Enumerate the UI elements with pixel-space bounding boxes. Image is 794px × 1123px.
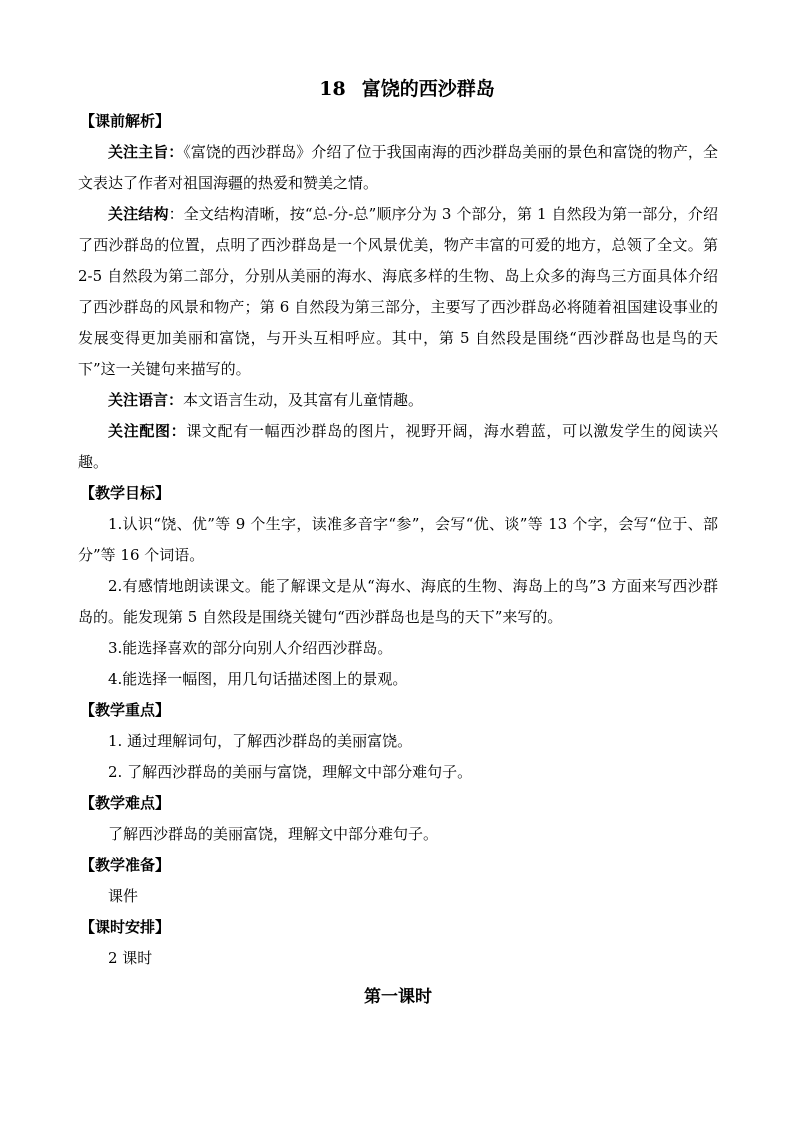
analysis-language-paragraph (78, 385, 718, 416)
analysis-image-paragraph (78, 416, 718, 478)
difficulties-text: 了解西沙群岛的美丽富饶，理解文中部分难句子。 (108, 825, 439, 843)
analysis-structure-paragraph (78, 199, 718, 385)
analysis-structure-text: ：全文结构清晰，按“总-分-总”顺序分为 3 个部分，第 1 自然段为第一部分，介绍了西沙群岛的位置，点明了西沙群岛是一个风景优美，物产丰富的可爱的地方，总领了全文。第 2-5 自然段为第二部分，分别从美丽的海水、海底多样的生物、岛上众多的海鸟三方面具体介绍了西沙群岛的风景和物产；第 6 自然段为第三部分，主要写了西沙群岛必将随着祖国建设事业的发展变得更加美丽和富饶，与开头互相呼应。其中，第 5 自然段是围绕“西沙群岛也是鸟的天下”这一关键句来描写的。 (78, 205, 718, 378)
goal-item: 3.能选择喜欢的部分向别人介绍西沙群岛。 (108, 639, 393, 657)
analysis-language-text: 本文语言生动，及其富有儿童情趣。 (183, 391, 424, 409)
first-lesson-heading: 第一课时 (364, 987, 432, 1007)
analysis-language-label: 关注语言： (108, 391, 184, 409)
analysis-theme-label: 关注主旨： (108, 143, 184, 161)
section-heading-preparation: 【教学准备】 (80, 856, 171, 874)
analysis-image-text: 课文配有一幅西沙群岛的图片，视野开阔，海水碧蓝，可以激发学生的阅读兴趣。 (78, 422, 718, 471)
analysis-structure-label: 关注结构 (108, 205, 169, 223)
goal-item: 2.有感情地朗读课文。能了解课文是从“海水、海底的生物、海岛上的鸟”3 方面来写西沙群岛的。能发现第 5 自然段是围绕关键句“西沙群岛也是鸟的天下”来写的。 (78, 577, 718, 626)
preparation-text: 课件 (108, 887, 139, 905)
document-page (78, 72, 718, 1014)
schedule-text: 2 课时 (108, 949, 153, 967)
section-heading-schedule: 【课时安排】 (80, 918, 171, 936)
key-point-item: 1. 通过理解词句，了解西沙群岛的美丽富饶。 (108, 732, 413, 750)
goal-item: 4.能选择一幅图，用几句话描述图上的景观。 (108, 670, 408, 688)
key-point-item: 2. 了解西沙群岛的美丽与富饶，理解文中部分难句子。 (108, 763, 473, 781)
lesson-title-text: 富饶的西沙群岛 (361, 78, 495, 100)
lesson-number: 18 (319, 78, 346, 100)
lesson-title (78, 72, 718, 106)
analysis-image-label: 关注配图： (108, 422, 187, 440)
section-heading-difficulties: 【教学难点】 (80, 794, 171, 812)
analysis-theme-paragraph (78, 137, 718, 199)
analysis-theme-text: 《富饶的西沙群岛》介绍了位于我国南海的西沙群岛美丽的景色和富饶的物产，全文表达了作者对祖国海疆的热爱和赞美之情。 (78, 143, 718, 192)
section-heading-key-points: 【教学重点】 (80, 701, 171, 719)
section-heading-analysis: 【课前解析】 (80, 112, 171, 130)
section-heading-goals: 【教学目标】 (80, 484, 171, 502)
goal-item: 1.认识“饶、优”等 9 个生字，读准多音字“参”，会写“优、谈”等 13 个字，会写“位于、部分”等 16 个词语。 (78, 515, 718, 564)
